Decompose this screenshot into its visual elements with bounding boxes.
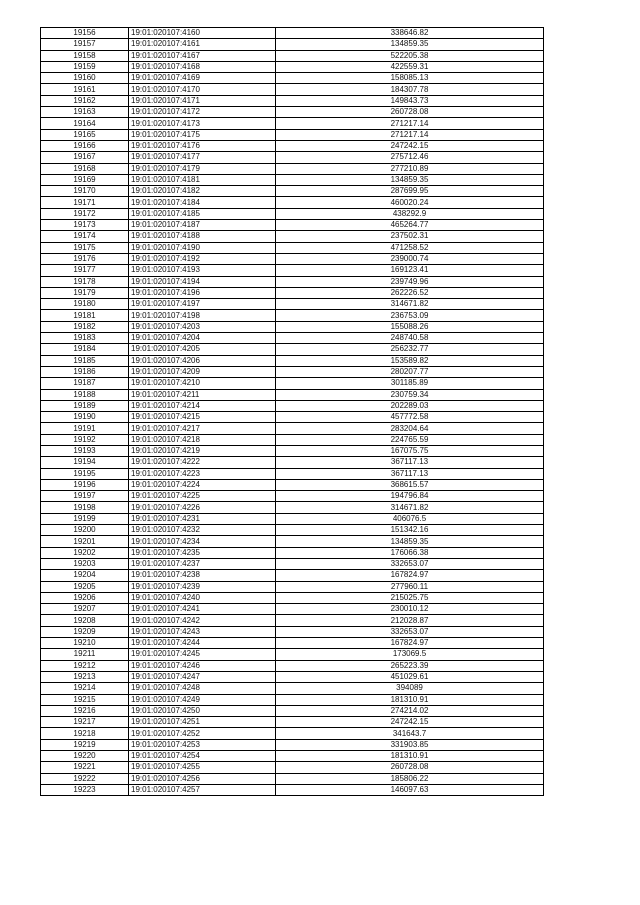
value-cell: 314671.82: [276, 299, 544, 310]
table-row: [41, 152, 544, 163]
row-number-cell: 19211: [41, 649, 129, 660]
cadastral-number-cell: 19:01:020107:4210: [129, 378, 276, 389]
row-number-cell: 19172: [41, 208, 129, 219]
value-cell: 275712.46: [276, 152, 544, 163]
value-cell: 247242.15: [276, 717, 544, 728]
row-number-cell: 19209: [41, 626, 129, 637]
row-number-cell: 19181: [41, 310, 129, 321]
value-cell: 287699.95: [276, 186, 544, 197]
value-cell: 277960.11: [276, 581, 544, 592]
cadastral-number-cell: 19:01:020107:4168: [129, 61, 276, 72]
row-number-cell: 19191: [41, 423, 129, 434]
row-number-cell: 19190: [41, 412, 129, 423]
row-number-cell: 19199: [41, 513, 129, 524]
row-number-cell: 19198: [41, 502, 129, 513]
cadastral-number-cell: 19:01:020107:4184: [129, 197, 276, 208]
table-row: [41, 525, 544, 536]
value-cell: 173069.5: [276, 649, 544, 660]
table-row: [41, 163, 544, 174]
value-cell: 338646.82: [276, 28, 544, 39]
table-row: [41, 423, 544, 434]
value-cell: 471258.52: [276, 242, 544, 253]
row-number-cell: 19206: [41, 592, 129, 603]
value-cell: 465264.77: [276, 220, 544, 231]
cadastral-number-cell: 19:01:020107:4196: [129, 287, 276, 298]
cadastral-number-cell: 19:01:020107:4175: [129, 129, 276, 140]
cadastral-number-cell: 19:01:020107:4173: [129, 118, 276, 129]
table-body: [41, 28, 544, 796]
table-row: [41, 457, 544, 468]
value-cell: 167824.97: [276, 570, 544, 581]
table-row: [41, 491, 544, 502]
table-row: [41, 762, 544, 773]
cadastral-number-cell: 19:01:020107:4161: [129, 39, 276, 50]
row-number-cell: 19223: [41, 784, 129, 795]
value-cell: 158085.13: [276, 73, 544, 84]
cadastral-number-cell: 19:01:020107:4172: [129, 107, 276, 118]
row-number-cell: 19161: [41, 84, 129, 95]
cadastral-number-cell: 19:01:020107:4193: [129, 265, 276, 276]
table-row: [41, 28, 544, 39]
value-cell: 367117.13: [276, 457, 544, 468]
cadastral-number-cell: 19:01:020107:4206: [129, 355, 276, 366]
value-cell: 256232.77: [276, 344, 544, 355]
row-number-cell: 19212: [41, 660, 129, 671]
cadastral-number-cell: 19:01:020107:4226: [129, 502, 276, 513]
table-row: [41, 615, 544, 626]
table-row: [41, 412, 544, 423]
row-number-cell: 19221: [41, 762, 129, 773]
row-number-cell: 19174: [41, 231, 129, 242]
cadastral-number-cell: 19:01:020107:4237: [129, 558, 276, 569]
row-number-cell: 19213: [41, 671, 129, 682]
cadastral-number-cell: 19:01:020107:4205: [129, 344, 276, 355]
cadastral-number-cell: 19:01:020107:4247: [129, 671, 276, 682]
row-number-cell: 19200: [41, 525, 129, 536]
table-row: [41, 502, 544, 513]
cadastral-number-cell: 19:01:020107:4254: [129, 751, 276, 762]
row-number-cell: 19186: [41, 366, 129, 377]
cadastral-number-cell: 19:01:020107:4182: [129, 186, 276, 197]
cadastral-number-cell: 19:01:020107:4231: [129, 513, 276, 524]
cadastral-number-cell: 19:01:020107:4241: [129, 604, 276, 615]
cadastral-number-cell: 19:01:020107:4188: [129, 231, 276, 242]
table-row: [41, 671, 544, 682]
cadastral-number-cell: 19:01:020107:4224: [129, 479, 276, 490]
value-cell: 149843.73: [276, 95, 544, 106]
row-number-cell: 19183: [41, 333, 129, 344]
table-row: [41, 84, 544, 95]
row-number-cell: 19194: [41, 457, 129, 468]
value-cell: 151342.16: [276, 525, 544, 536]
cadastral-number-cell: 19:01:020107:4190: [129, 242, 276, 253]
value-cell: 367117.13: [276, 468, 544, 479]
cadastral-number-cell: 19:01:020107:4170: [129, 84, 276, 95]
table-row: [41, 728, 544, 739]
value-cell: 406076.5: [276, 513, 544, 524]
table-row: [41, 61, 544, 72]
row-number-cell: 19201: [41, 536, 129, 547]
cadastral-number-cell: 19:01:020107:4160: [129, 28, 276, 39]
table-row: [41, 604, 544, 615]
table-row: [41, 400, 544, 411]
row-number-cell: 19195: [41, 468, 129, 479]
table-row: [41, 50, 544, 61]
table-row: [41, 140, 544, 151]
table-row: [41, 95, 544, 106]
cadastral-number-cell: 19:01:020107:4232: [129, 525, 276, 536]
value-cell: 314671.82: [276, 502, 544, 513]
table-row: [41, 717, 544, 728]
value-cell: 194796.84: [276, 491, 544, 502]
row-number-cell: 19216: [41, 705, 129, 716]
table-row: [41, 751, 544, 762]
row-number-cell: 19202: [41, 547, 129, 558]
cadastral-number-cell: 19:01:020107:4243: [129, 626, 276, 637]
cadastral-number-cell: 19:01:020107:4251: [129, 717, 276, 728]
row-number-cell: 19196: [41, 479, 129, 490]
row-number-cell: 19219: [41, 739, 129, 750]
table-row: [41, 174, 544, 185]
table-row: [41, 513, 544, 524]
row-number-cell: 19185: [41, 355, 129, 366]
value-cell: 167075.75: [276, 445, 544, 456]
row-number-cell: 19162: [41, 95, 129, 106]
value-cell: 239000.74: [276, 253, 544, 264]
row-number-cell: 19157: [41, 39, 129, 50]
table-row: [41, 705, 544, 716]
cadastral-number-cell: 19:01:020107:4181: [129, 174, 276, 185]
cadastral-number-cell: 19:01:020107:4252: [129, 728, 276, 739]
table-row: [41, 434, 544, 445]
value-cell: 438292.9: [276, 208, 544, 219]
value-cell: 332653.07: [276, 558, 544, 569]
table-row: [41, 265, 544, 276]
cadastral-number-cell: 19:01:020107:4194: [129, 276, 276, 287]
cadastral-number-cell: 19:01:020107:4169: [129, 73, 276, 84]
row-number-cell: 19208: [41, 615, 129, 626]
value-cell: 280207.77: [276, 366, 544, 377]
table-row: [41, 784, 544, 795]
table-row: [41, 310, 544, 321]
row-number-cell: 19189: [41, 400, 129, 411]
table-row: [41, 344, 544, 355]
row-number-cell: 19215: [41, 694, 129, 705]
table-row: [41, 107, 544, 118]
table-row: [41, 299, 544, 310]
row-number-cell: 19193: [41, 445, 129, 456]
value-cell: 265223.39: [276, 660, 544, 671]
value-cell: 368615.57: [276, 479, 544, 490]
cadastral-number-cell: 19:01:020107:4214: [129, 400, 276, 411]
value-cell: 301185.89: [276, 378, 544, 389]
table-row: [41, 683, 544, 694]
table-row: [41, 592, 544, 603]
value-cell: 212028.87: [276, 615, 544, 626]
cadastral-number-cell: 19:01:020107:4240: [129, 592, 276, 603]
value-cell: 247242.15: [276, 140, 544, 151]
cadastral-number-cell: 19:01:020107:4223: [129, 468, 276, 479]
row-number-cell: 19222: [41, 773, 129, 784]
value-cell: 457772.58: [276, 412, 544, 423]
cadastral-number-cell: 19:01:020107:4171: [129, 95, 276, 106]
table-row: [41, 118, 544, 129]
cadastral-number-cell: 19:01:020107:4187: [129, 220, 276, 231]
table-row: [41, 536, 544, 547]
value-cell: 283204.64: [276, 423, 544, 434]
cadastral-number-cell: 19:01:020107:4250: [129, 705, 276, 716]
value-cell: 134859.35: [276, 536, 544, 547]
cadastral-number-cell: 19:01:020107:4218: [129, 434, 276, 445]
value-cell: 239749.96: [276, 276, 544, 287]
cadastral-number-cell: 19:01:020107:4217: [129, 423, 276, 434]
cadastral-number-cell: 19:01:020107:4192: [129, 253, 276, 264]
value-cell: 262226.52: [276, 287, 544, 298]
value-cell: 260728.08: [276, 107, 544, 118]
row-number-cell: 19218: [41, 728, 129, 739]
cadastral-number-cell: 19:01:020107:4257: [129, 784, 276, 795]
row-number-cell: 19177: [41, 265, 129, 276]
row-number-cell: 19163: [41, 107, 129, 118]
cadastral-number-cell: 19:01:020107:4248: [129, 683, 276, 694]
value-cell: 260728.08: [276, 762, 544, 773]
row-number-cell: 19203: [41, 558, 129, 569]
value-cell: 134859.35: [276, 174, 544, 185]
table-row: [41, 355, 544, 366]
cadastral-number-cell: 19:01:020107:4234: [129, 536, 276, 547]
row-number-cell: 19217: [41, 717, 129, 728]
table-row: [41, 389, 544, 400]
value-cell: 155088.26: [276, 321, 544, 332]
cadastral-number-cell: 19:01:020107:4179: [129, 163, 276, 174]
cadastral-number-cell: 19:01:020107:4249: [129, 694, 276, 705]
cadastral-number-cell: 19:01:020107:4176: [129, 140, 276, 151]
row-number-cell: 19210: [41, 638, 129, 649]
row-number-cell: 19159: [41, 61, 129, 72]
table-row: [41, 321, 544, 332]
data-table: [40, 27, 544, 796]
row-number-cell: 19207: [41, 604, 129, 615]
value-cell: 184307.78: [276, 84, 544, 95]
row-number-cell: 19171: [41, 197, 129, 208]
cadastral-number-cell: 19:01:020107:4203: [129, 321, 276, 332]
value-cell: 224765.59: [276, 434, 544, 445]
value-cell: 237502.31: [276, 231, 544, 242]
row-number-cell: 19160: [41, 73, 129, 84]
row-number-cell: 19173: [41, 220, 129, 231]
value-cell: 181310.91: [276, 751, 544, 762]
value-cell: 332653.07: [276, 626, 544, 637]
row-number-cell: 19180: [41, 299, 129, 310]
value-cell: 230010.12: [276, 604, 544, 615]
value-cell: 215025.75: [276, 592, 544, 603]
table-row: [41, 739, 544, 750]
cadastral-number-cell: 19:01:020107:4197: [129, 299, 276, 310]
table-row: [41, 638, 544, 649]
value-cell: 271217.14: [276, 129, 544, 140]
cadastral-number-cell: 19:01:020107:4245: [129, 649, 276, 660]
value-cell: 134859.35: [276, 39, 544, 50]
row-number-cell: 19179: [41, 287, 129, 298]
row-number-cell: 19220: [41, 751, 129, 762]
table-row: [41, 547, 544, 558]
value-cell: 341643.7: [276, 728, 544, 739]
value-cell: 146097.63: [276, 784, 544, 795]
row-number-cell: 19168: [41, 163, 129, 174]
value-cell: 153589.82: [276, 355, 544, 366]
value-cell: 248740.58: [276, 333, 544, 344]
table-row: [41, 581, 544, 592]
table-row: [41, 626, 544, 637]
value-cell: 271217.14: [276, 118, 544, 129]
cadastral-number-cell: 19:01:020107:4215: [129, 412, 276, 423]
cadastral-number-cell: 19:01:020107:4256: [129, 773, 276, 784]
value-cell: 181310.91: [276, 694, 544, 705]
table-row: [41, 231, 544, 242]
value-cell: 230759.34: [276, 389, 544, 400]
cadastral-number-cell: 19:01:020107:4185: [129, 208, 276, 219]
table-row: [41, 73, 544, 84]
cadastral-number-cell: 19:01:020107:4198: [129, 310, 276, 321]
cadastral-number-cell: 19:01:020107:4238: [129, 570, 276, 581]
row-number-cell: 19169: [41, 174, 129, 185]
table-row: [41, 660, 544, 671]
cadastral-number-cell: 19:01:020107:4219: [129, 445, 276, 456]
row-number-cell: 19188: [41, 389, 129, 400]
table-row: [41, 694, 544, 705]
table-row: [41, 445, 544, 456]
row-number-cell: 19156: [41, 28, 129, 39]
row-number-cell: 19178: [41, 276, 129, 287]
cadastral-number-cell: 19:01:020107:4222: [129, 457, 276, 468]
table-row: [41, 197, 544, 208]
value-cell: 422559.31: [276, 61, 544, 72]
row-number-cell: 19205: [41, 581, 129, 592]
cadastral-number-cell: 19:01:020107:4244: [129, 638, 276, 649]
table-row: [41, 773, 544, 784]
table-row: [41, 253, 544, 264]
value-cell: 331903.85: [276, 739, 544, 750]
value-cell: 394089: [276, 683, 544, 694]
value-cell: 460020.24: [276, 197, 544, 208]
table-row: [41, 129, 544, 140]
row-number-cell: 19197: [41, 491, 129, 502]
row-number-cell: 19165: [41, 129, 129, 140]
table-row: [41, 366, 544, 377]
value-cell: 522205.38: [276, 50, 544, 61]
table-row: [41, 186, 544, 197]
row-number-cell: 19167: [41, 152, 129, 163]
cadastral-number-cell: 19:01:020107:4225: [129, 491, 276, 502]
cadastral-number-cell: 19:01:020107:4242: [129, 615, 276, 626]
cadastral-number-cell: 19:01:020107:4209: [129, 366, 276, 377]
cadastral-number-cell: 19:01:020107:4246: [129, 660, 276, 671]
table-row: [41, 558, 544, 569]
value-cell: 451029.61: [276, 671, 544, 682]
table-row: [41, 276, 544, 287]
cadastral-number-cell: 19:01:020107:4253: [129, 739, 276, 750]
value-cell: 274214.02: [276, 705, 544, 716]
row-number-cell: 19187: [41, 378, 129, 389]
cadastral-number-cell: 19:01:020107:4235: [129, 547, 276, 558]
cadastral-number-cell: 19:01:020107:4167: [129, 50, 276, 61]
row-number-cell: 19184: [41, 344, 129, 355]
table-row: [41, 479, 544, 490]
table-row: [41, 333, 544, 344]
value-cell: 236753.09: [276, 310, 544, 321]
table-row: [41, 287, 544, 298]
table-row: [41, 378, 544, 389]
row-number-cell: 19170: [41, 186, 129, 197]
value-cell: 185806.22: [276, 773, 544, 784]
cadastral-number-cell: 19:01:020107:4211: [129, 389, 276, 400]
table-row: [41, 570, 544, 581]
table-row: [41, 468, 544, 479]
cadastral-number-cell: 19:01:020107:4204: [129, 333, 276, 344]
row-number-cell: 19204: [41, 570, 129, 581]
row-number-cell: 19158: [41, 50, 129, 61]
row-number-cell: 19175: [41, 242, 129, 253]
table-row: [41, 649, 544, 660]
cadastral-number-cell: 19:01:020107:4239: [129, 581, 276, 592]
value-cell: 167824.97: [276, 638, 544, 649]
value-cell: 176066.38: [276, 547, 544, 558]
value-cell: 169123.41: [276, 265, 544, 276]
table-row: [41, 242, 544, 253]
row-number-cell: 19164: [41, 118, 129, 129]
row-number-cell: 19192: [41, 434, 129, 445]
row-number-cell: 19214: [41, 683, 129, 694]
value-cell: 202289.03: [276, 400, 544, 411]
table-row: [41, 39, 544, 50]
table-row: [41, 208, 544, 219]
row-number-cell: 19182: [41, 321, 129, 332]
row-number-cell: 19166: [41, 140, 129, 151]
row-number-cell: 19176: [41, 253, 129, 264]
cadastral-number-cell: 19:01:020107:4177: [129, 152, 276, 163]
table-row: [41, 220, 544, 231]
cadastral-number-cell: 19:01:020107:4255: [129, 762, 276, 773]
value-cell: 277210.89: [276, 163, 544, 174]
